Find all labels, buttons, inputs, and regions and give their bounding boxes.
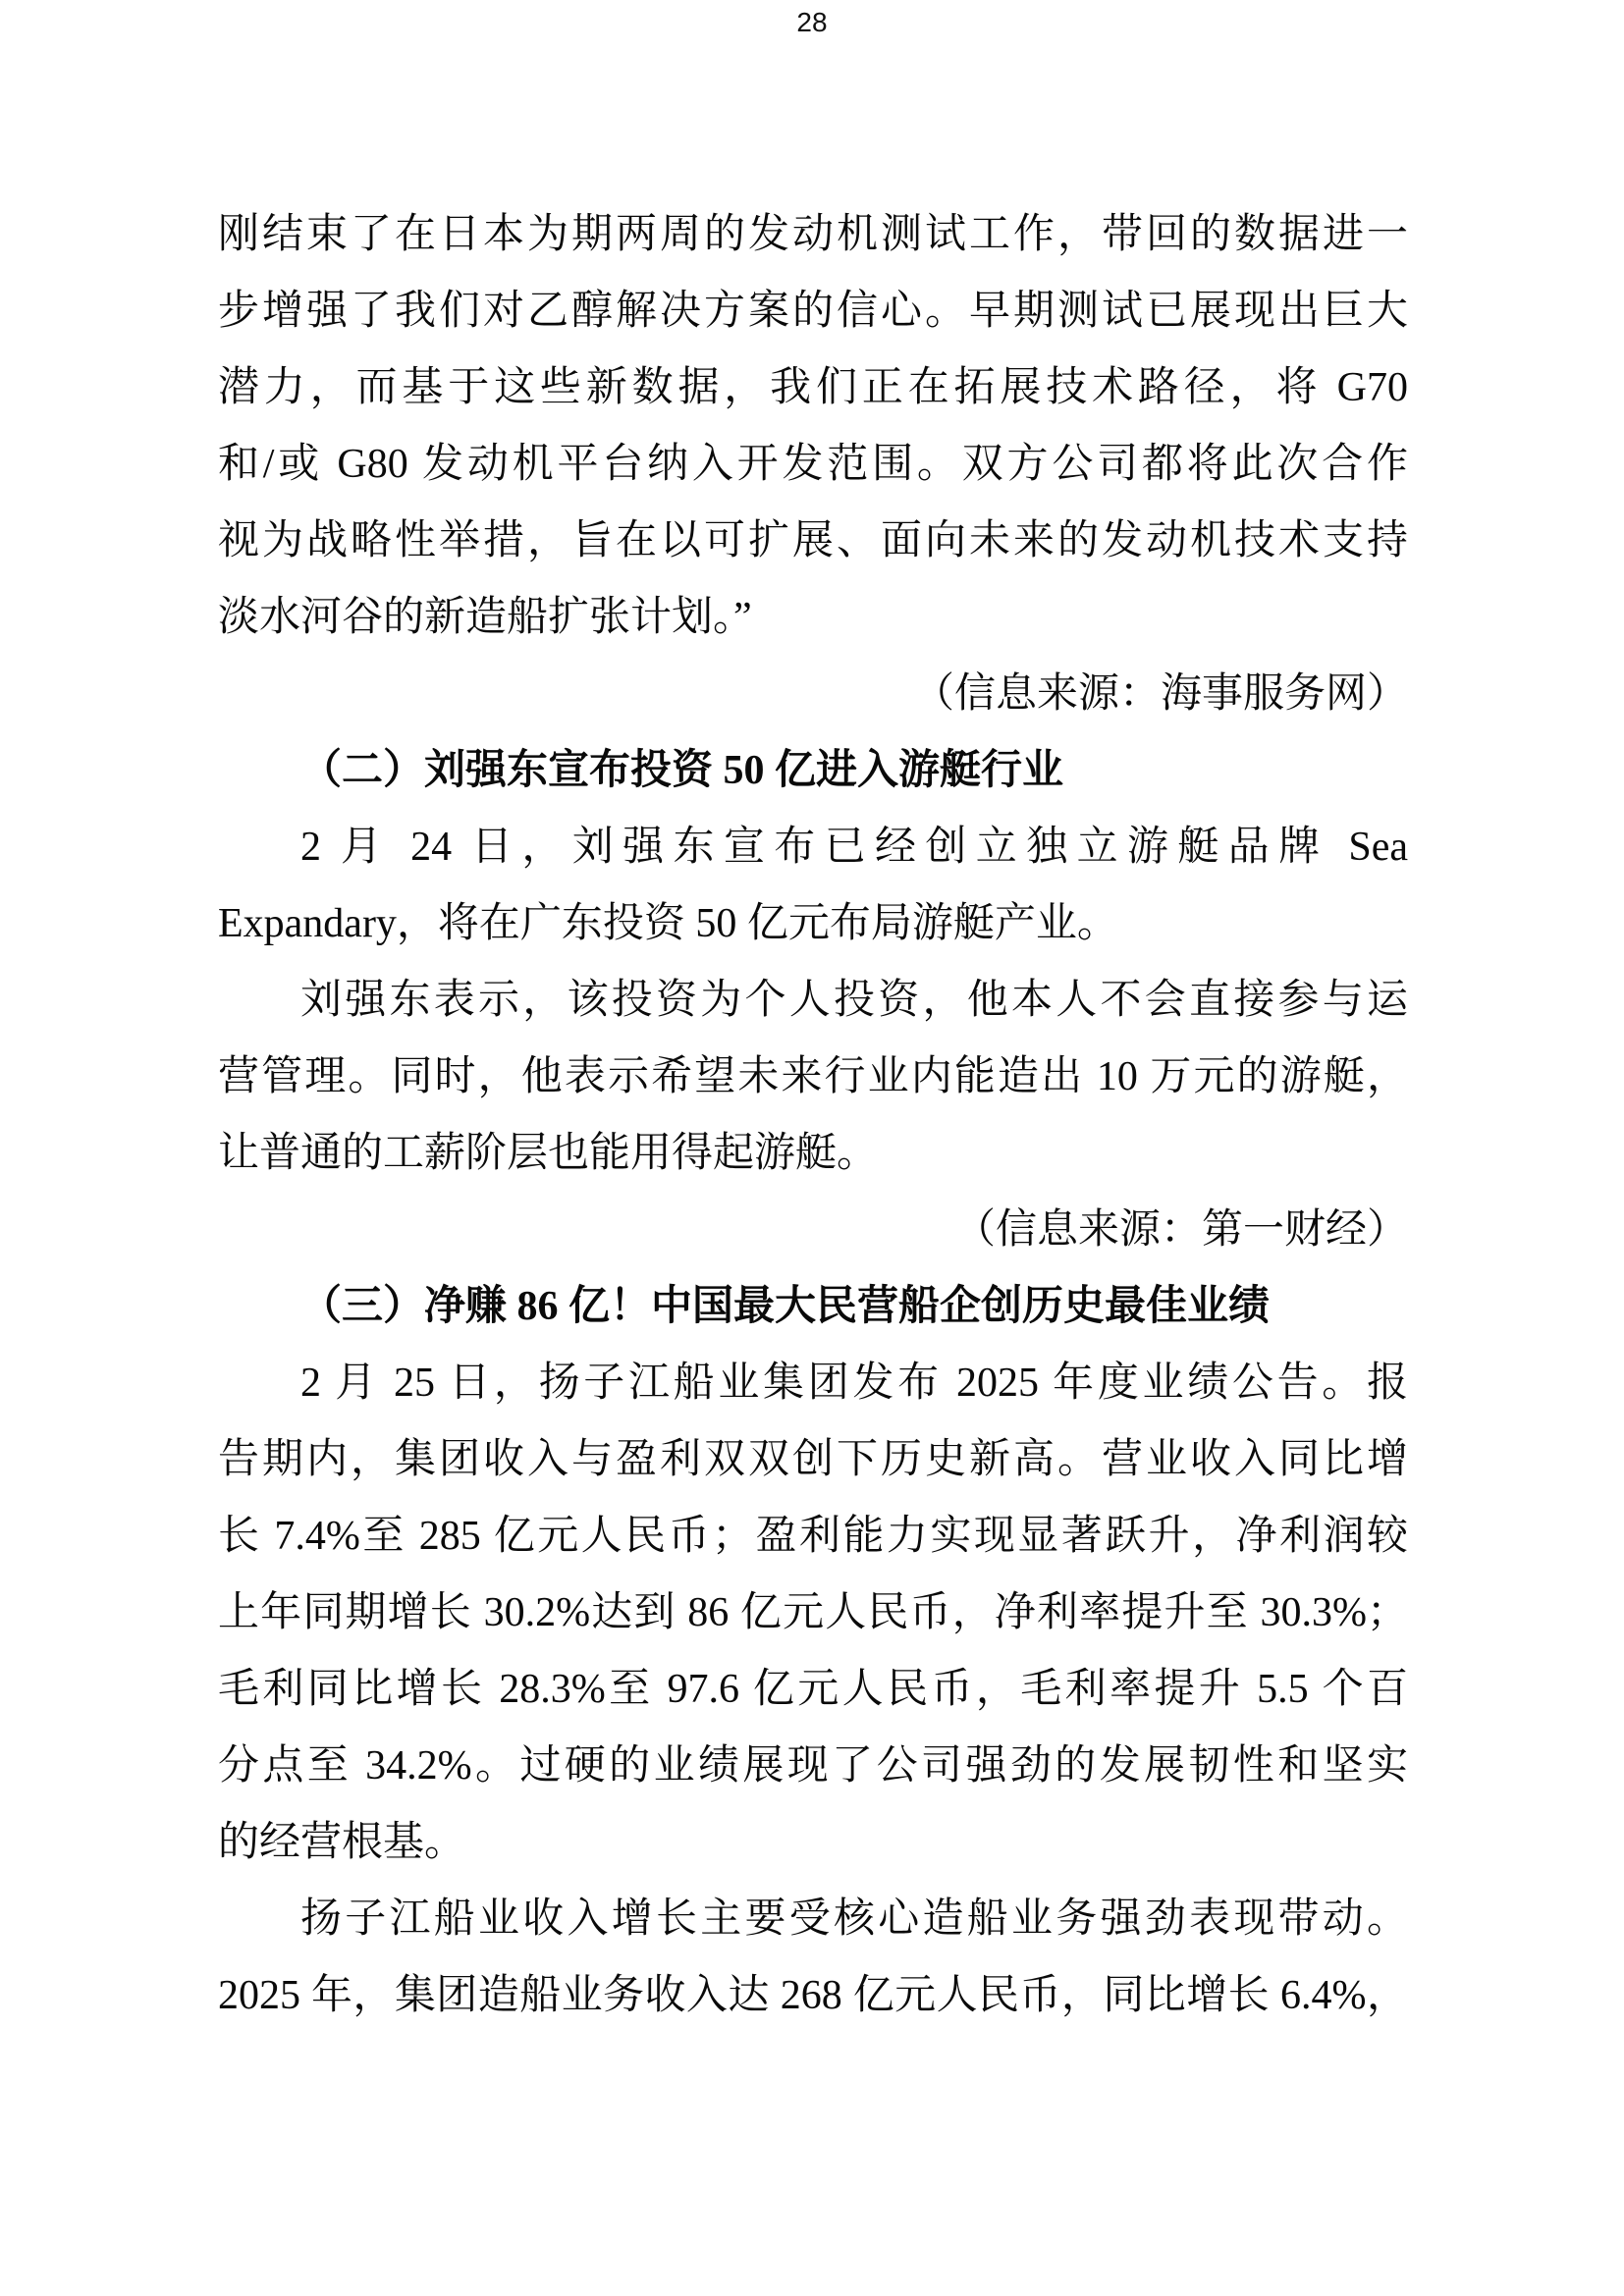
- section-heading: （三）净赚 86 亿！中国最大民营船企创历史最佳业绩: [300, 1284, 1271, 1329]
- text-line: 2 月 24 日，刘强东宣布已经创立独立游艇品牌 Sea: [300, 825, 1408, 870]
- source-attribution: （信息来源：海事服务网）: [912, 671, 1408, 717]
- text-line: 步增强了我们对乙醇解决方案的信心。早期测试已展现出巨大: [218, 289, 1408, 334]
- page-number: 28: [796, 7, 828, 37]
- text-line: 长 7.4%至 285 亿元人民币；盈利能力实现显著跃升，净利润较: [218, 1514, 1408, 1559]
- text-line: 毛利同比增长 28.3%至 97.6 亿元人民币，毛利率提升 5.5 个百: [218, 1667, 1408, 1712]
- text-line: 营管理。同时，他表示希望未来行业内能造出 10 万元的游艇，: [218, 1054, 1408, 1099]
- text-line: Expandary，将在广东投资 50 亿元布局游艇产业。: [218, 901, 1118, 946]
- text-line: 让普通的工薪阶层也能用得起游艇。: [218, 1131, 879, 1176]
- text-line: 分点至 34.2%。过硬的业绩展现了公司强劲的发展韧性和坚实: [218, 1743, 1408, 1789]
- text-line: 视为战略性举措，旨在以可扩展、面向未来的发动机技术支持: [218, 518, 1408, 563]
- document-body: [218, 196, 1408, 2034]
- text-line: 潜力，而基于这些新数据，我们正在拓展技术路径，将 G70: [218, 365, 1408, 410]
- text-line: 2 月 25 日，扬子江船业集团发布 2025 年度业绩公告。报: [300, 1361, 1408, 1406]
- text-line: 上年同期增长 30.2%达到 86 亿元人民币，净利率提升至 30.3%；: [218, 1590, 1408, 1635]
- text-line: 2025 年，集团造船业务收入达 268 亿元人民币，同比增长 6.4%，: [218, 1973, 1408, 2018]
- source-attribution: （信息来源：第一财经）: [953, 1207, 1408, 1253]
- text-line: 淡水河谷的新造船扩张计划。”: [218, 595, 752, 640]
- text-line: 和/或 G80 发动机平台纳入开发范围。双方公司都将此次合作: [218, 442, 1408, 487]
- text-line: 刘强东表示，该投资为个人投资，他本人不会直接参与运: [300, 978, 1408, 1023]
- text-line: 的经营根基。: [218, 1820, 466, 1865]
- section-heading: （二）刘强东宣布投资 50 亿进入游艇行业: [300, 748, 1064, 793]
- text-line: 刚结束了在日本为期两周的发动机测试工作，带回的数据进一: [218, 212, 1408, 257]
- text-line: 扬子江船业收入增长主要受核心造船业务强劲表现带动。: [300, 1896, 1408, 1942]
- text-line: 告期内，集团收入与盈利双双创下历史新高。营业收入同比增: [218, 1437, 1408, 1482]
